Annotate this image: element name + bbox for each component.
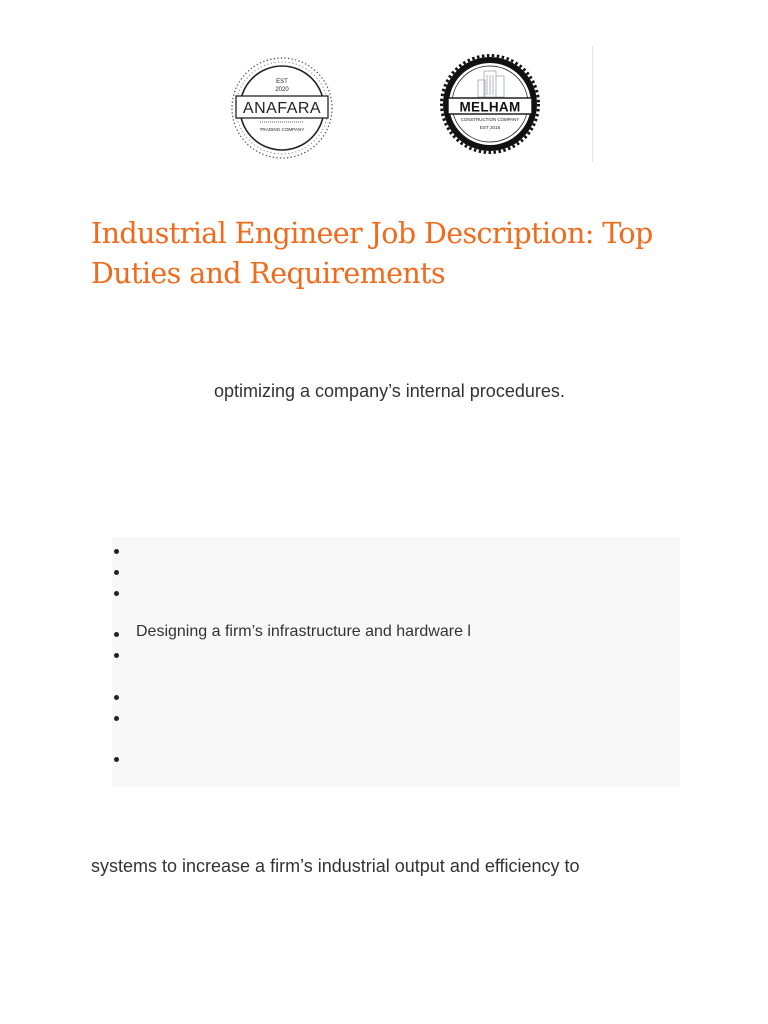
intro-text: optimizing a company’s internal procedures.: [214, 381, 565, 401]
anafara-name: ANAFARA: [242, 100, 322, 117]
anafara-tagline: TRADING COMPANY: [259, 127, 305, 132]
anafara-est-label: EST: [276, 79, 288, 85]
melham-logo: [440, 54, 540, 154]
duties-list-background: [112, 537, 680, 787]
melham-est-label: EST 2016: [479, 125, 501, 130]
anafara-logo: [228, 56, 336, 160]
melham-tagline: CONSTRUCTION COMPANY: [460, 117, 520, 122]
article-title: Industrial Engineer Job Description: Top Duties and Requirements: [91, 217, 653, 290]
anafara-year-label: 2020: [275, 87, 289, 93]
closing-text: systems to increase a firm’s industrial output and efficiency to: [91, 856, 580, 876]
melham-name: MELHAM: [459, 99, 521, 115]
header-divider: [592, 46, 593, 162]
